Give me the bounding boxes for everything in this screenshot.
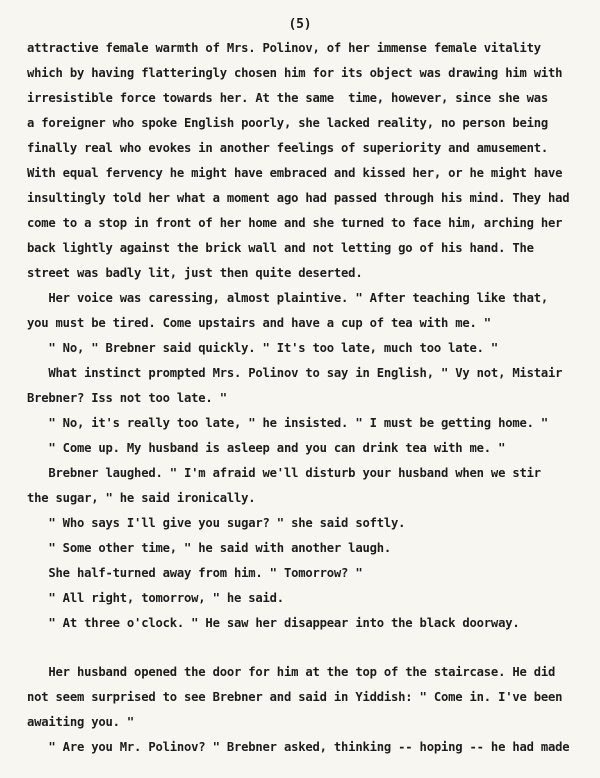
text-line: " All right, tomorrow, " he said. — [27, 591, 284, 605]
text-line: irresistible force towards her. At the same time, however, since she was — [27, 91, 549, 105]
text-line: the sugar, " he said ironically. — [27, 491, 256, 505]
text-line: " No, " Brebner said quickly. " It's too late, much too late. " — [27, 341, 499, 355]
page-number: (5) — [288, 17, 312, 32]
text-line: She half-turned away from him. " Tomorrow? " — [27, 566, 363, 580]
dialogue-section — [27, 286, 587, 636]
text-line: With equal fervency he might have embraced and kissed her, or he might have — [27, 166, 563, 180]
text-line: insultingly told her what a moment ago had passed through his mind. They had — [27, 191, 570, 205]
text-line: " Are you Mr. Polinov? " Brebner asked, thinking -- hoping -- he had made — [27, 740, 570, 754]
text-line: " Come up. My husband is asleep and you can drink tea with me. " — [27, 441, 506, 455]
text-line: " Who says I'll give you sugar? " she said softly. — [27, 516, 406, 530]
text-line: come to a stop in front of her home and she turned to face him, arching her — [27, 216, 563, 230]
text-line: finally real who evokes in another feelings of superiority and amusement. — [27, 141, 549, 155]
text-line: What instinct prompted Mrs. Polinov to say in English, " Vy not, Mistair — [27, 366, 563, 380]
text-line: a foreigner who spoke English poorly, she lacked reality, no person being — [27, 116, 549, 130]
text-line: back lightly against the brick wall and not letting go of his hand. The — [27, 241, 534, 255]
text-line: you must be tired. Come upstairs and have a cup of tea with me. " — [27, 316, 491, 330]
text-line: Brebner laughed. " I'm afraid we'll disturb your husband when we stir — [27, 466, 541, 480]
text-line: awaiting you. " — [27, 715, 135, 729]
text-line: Her voice was caressing, almost plaintive. " After teaching like that, — [27, 291, 549, 305]
text-line: " No, it's really too late, " he insisted. " I must be getting home. " — [27, 416, 549, 430]
text-line: attractive female warmth of Mrs. Polinov, of her immense female vitality — [27, 41, 541, 55]
text-line: street was badly lit, just then quite deserted. — [27, 266, 363, 280]
paragraph-1 — [27, 36, 587, 286]
paragraph-2 — [27, 660, 587, 760]
text-line: not seem surprised to see Brebner and said in Yiddish: " Come in. I've been — [27, 690, 563, 704]
manuscript-text — [27, 36, 587, 760]
text-line: " At three o'clock. " He saw her disappear into the black doorway. — [27, 616, 520, 630]
text-line: " Some other time, " he said with another laugh. — [27, 541, 392, 555]
text-line: Brebner? Iss not too late. " — [27, 391, 227, 405]
text-line: Her husband opened the door for him at the top of the staircase. He did — [27, 665, 556, 679]
text-line: which by having flatteringly chosen him for its object was drawing him with — [27, 66, 563, 80]
section-break — [27, 636, 587, 660]
